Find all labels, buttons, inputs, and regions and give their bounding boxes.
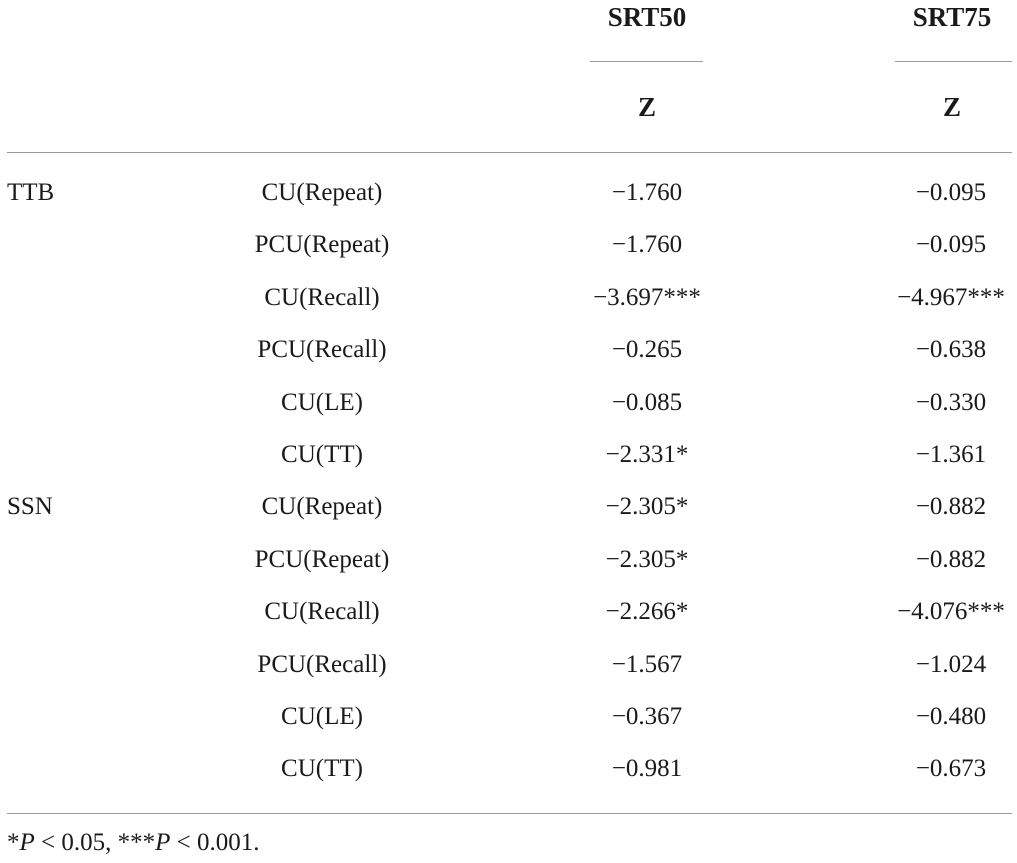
row-measure-label: CU(TT): [281, 440, 363, 468]
table-bottom-rule: [7, 813, 1012, 814]
cell-srt50-z: −2.331*: [605, 440, 689, 468]
header-srt75-statistic: Z: [942, 92, 961, 122]
header-srt75-underline: [895, 61, 1012, 62]
table-footnote: [7, 829, 260, 857]
table-row: [0, 171, 1017, 223]
cell-srt75-z: −1.024: [915, 650, 987, 678]
row-measure-label: CU(LE): [281, 702, 363, 730]
cell-srt75-z: −0.882: [915, 493, 987, 521]
table-row: [0, 381, 1017, 433]
cell-srt50-z: −3.697***: [593, 283, 701, 311]
cell-srt50-z: −0.367: [611, 702, 683, 730]
row-measure-label: PCU(Repeat): [254, 545, 390, 573]
cell-srt75-z: −0.095: [915, 231, 987, 259]
table-row: [0, 643, 1017, 695]
row-measure-label: CU(Recall): [264, 283, 380, 311]
row-measure-label: PCU(Recall): [257, 650, 387, 678]
cell-srt50-z: −0.085: [611, 388, 683, 416]
cell-srt50-z: −1.760: [611, 179, 683, 206]
cell-srt75-z: −1.361: [915, 440, 987, 468]
table-row: [0, 328, 1017, 380]
cell-srt75-z: −4.076***: [897, 598, 1005, 626]
cell-srt50-z: −2.305*: [605, 545, 689, 573]
cell-srt75-z: −0.882: [915, 545, 987, 573]
row-measure-label: CU(TT): [281, 755, 363, 783]
header-divider: [7, 152, 1012, 153]
table-row: [0, 695, 1017, 747]
cell-srt75-z: −0.095: [915, 179, 987, 206]
footnote-text-1: < 0.05,: [34, 829, 118, 856]
cell-srt75-z: −0.480: [915, 702, 987, 730]
table-row: [0, 590, 1017, 642]
header-srt50-statistic: Z: [637, 92, 656, 122]
cell-srt50-z: −0.981: [611, 755, 683, 783]
row-measure-label: PCU(Repeat): [254, 231, 390, 259]
row-measure-label: PCU(Recall): [257, 336, 387, 364]
footnote-variable-2: P: [155, 829, 171, 856]
cell-srt50-z: −2.305*: [605, 493, 689, 521]
header-srt75: SRT75: [912, 2, 992, 32]
cell-srt50-z: −2.266*: [605, 598, 689, 626]
cell-srt75-z: −4.967***: [897, 283, 1005, 311]
cell-srt50-z: −0.265: [611, 336, 683, 364]
footnote-marker-1: *: [7, 829, 20, 856]
table-row: [0, 276, 1017, 328]
row-measure-label: CU(Repeat): [261, 493, 383, 521]
cell-srt50-z: −1.567: [611, 650, 683, 678]
cell-srt75-z: −0.330: [915, 388, 987, 416]
row-group-label: TTB: [7, 179, 55, 206]
table-row: [0, 747, 1017, 799]
row-group-label: SSN: [7, 493, 53, 521]
footnote-variable-1: P: [19, 829, 35, 856]
table-row: [0, 538, 1017, 590]
cell-srt75-z: −0.638: [915, 336, 987, 364]
cell-srt50-z: −1.760: [611, 231, 683, 259]
footnote-marker-2: ***: [117, 829, 156, 856]
footnote-text-2: < 0.001.: [170, 829, 260, 856]
row-measure-label: CU(Recall): [264, 598, 380, 626]
table-row: [0, 223, 1017, 275]
row-measure-label: CU(LE): [281, 388, 363, 416]
table-row: [0, 433, 1017, 485]
header-srt50-underline: [590, 61, 703, 62]
table-row: [0, 485, 1017, 537]
table-body: [0, 171, 1017, 800]
header-srt50: SRT50: [607, 2, 687, 32]
row-measure-label: CU(Repeat): [261, 179, 383, 206]
cell-srt75-z: −0.673: [915, 755, 987, 783]
